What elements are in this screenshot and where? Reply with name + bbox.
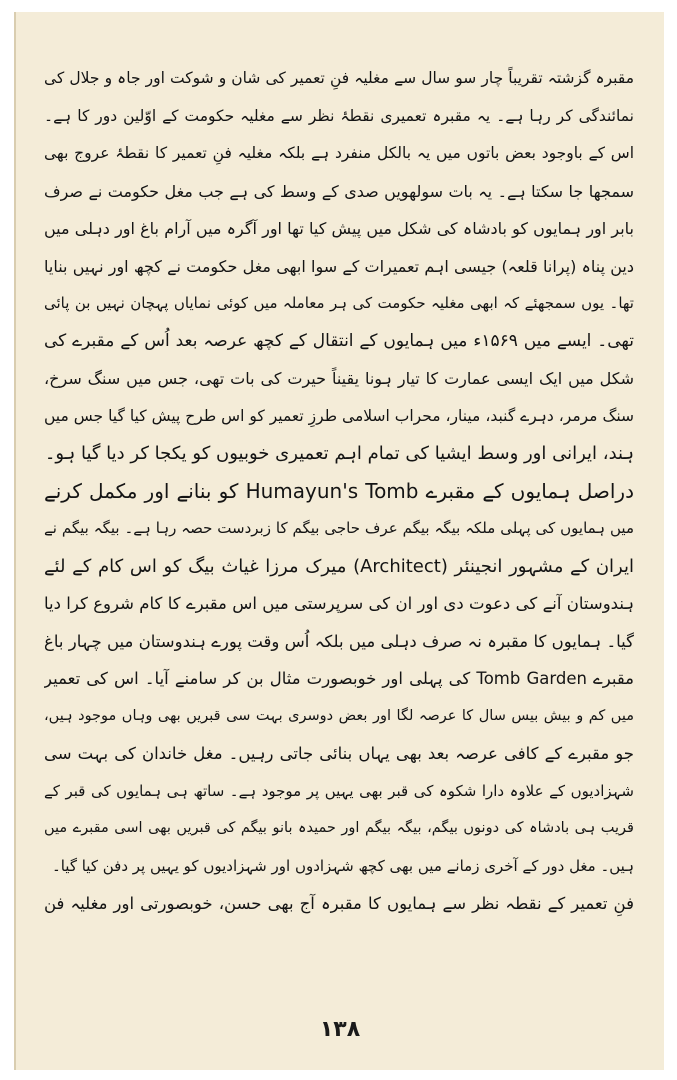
text-line: جو مقبرے کے کافی عرصہ بعد بھی یہاں بنائی جاتی رہیں۔ مغل خاندان کی بہت سی xyxy=(44,744,634,763)
page-body-text xyxy=(44,60,634,923)
text-line: میں کم و بیش بیس سال کا عرصہ لگا اور بعض دوسری بہت سی قبریں بھی وہاں موجود ہیں، xyxy=(44,707,634,724)
text-line: شکل میں ایک ایسی عمارت کا تیار ہونا یقیناً حیرت کی بات تھی، جس میں سنگ سرخ، xyxy=(44,369,634,388)
text-line: اس کے باوجود بعض باتوں میں یہ بالکل منفرد ہے بلکہ مغلیہ فنِ تعمیر کا نقطۂ عروج بھی xyxy=(44,144,634,162)
paragraph-2 xyxy=(44,473,634,886)
text-line: ایران کے مشہور انجینئر (Architect) میرک مرزا غیاث بیگ کو اس کام کے لئے xyxy=(44,555,634,577)
text-line: مقبرے Tomb Garden کی پہلی اور خوبصورت مثال بن کر سامنے آیا۔ اس کی تعمیر xyxy=(44,669,634,688)
text-line: بابر اور ہمایوں کو بادشاہ کی شکل میں پیش کیا تھا اور آگرہ میں آرام باغ اور دہلی میں xyxy=(44,219,634,238)
text-line: قریب ہی بادشاہ کی دونوں بیگم، بیگہ بیگم اور حمیدہ بانو بیگم کی قبریں بھی اسی مقبرے میں xyxy=(44,820,634,836)
text-line: ہندوستان آنے کی دعوت دی اور ان کی سرپرستی میں اس مقبرے کا کام شروع کرا دیا xyxy=(44,594,634,613)
paragraph-3 xyxy=(44,885,634,923)
page-number: ۱۳۸ xyxy=(319,1017,361,1042)
text-line: سنگ مرمر، دہرے گنبد، مینار، محراب اسلامی طرزِ تعمیر کو اس طرح پیش کیا گیا جس میں xyxy=(44,406,634,425)
text-line: دین پناہ (پرانا قلعہ) جیسی اہم تعمیرات کے سوا ابھی مغل حکومت نے کچھ اور نہیں بنایا xyxy=(44,256,634,276)
text-line: ہیں۔ مغل دور کے آخری زمانے میں بھی کچھ شہزادوں اور شہزادیوں کو یہیں پر دفن کیا گیا۔ xyxy=(51,856,634,875)
text-line: مقبرہ گزشتہ تقریباً چار سو سال سے مغلیہ فنِ تعمیر کی شان و شوکت اور جاہ و جلال کی xyxy=(44,69,634,87)
text-line: دراصل ہمایوں کے مقبرے Humayun's Tomb کو بنانے اور مکمل کرنے xyxy=(44,478,634,503)
text-line: فنِ تعمیر کے نقطہ نظر سے ہمایوں کا مقبرہ آج بھی حسن، خوبصورتی اور مغلیہ فن xyxy=(44,894,634,913)
text-line: سمجھا جا سکتا ہے۔ یہ بات سولھویں صدی کے وسط کی ہے جب مغل حکومت نے صرف xyxy=(44,181,634,201)
text-line: تھا۔ یوں سمجھئے کہ ابھی مغلیہ حکومت کی ہر معاملہ میں کوئی نمایاں پہچان نہیں بن پائی xyxy=(44,294,634,312)
text-line: تھی۔ ایسے میں ۱۵۶۹ء میں ہمایوں کے انتقال کے کچھ عرصہ بعد اُس کے مقبرے کی xyxy=(44,330,634,351)
text-line: گیا۔ ہمایوں کا مقبرہ نہ صرف دہلی میں بلکہ اُس وقت پورے ہندوستان میں چہار باغ xyxy=(44,631,634,651)
paragraph-1 xyxy=(44,60,634,473)
book-page xyxy=(14,12,664,1070)
text-line: میں ہمایوں کی پہلی ملکہ بیگہ بیگم عرف حاجی بیگم کا زبردست حصہ رہا ہے۔ بیگہ بیگم نے xyxy=(44,519,634,537)
text-line: نمائندگی کر رہا ہے۔ یہ مقبرہ تعمیری نقطۂ نظر سے مغلیہ حکومت کے اوّلین دور کا ہے۔ xyxy=(44,106,634,125)
text-line: ہند، ایرانی اور وسط ایشیا کی تمام اہم تعمیری خوبیوں کو یکجا کر دیا گیا ہو۔ xyxy=(44,443,634,464)
text-line: شہزادیوں کے علاوہ دارا شکوہ کی قبر بھی یہیں پر موجود ہے۔ ساتھ ہی ہمایوں کی قبر کے xyxy=(44,781,634,800)
